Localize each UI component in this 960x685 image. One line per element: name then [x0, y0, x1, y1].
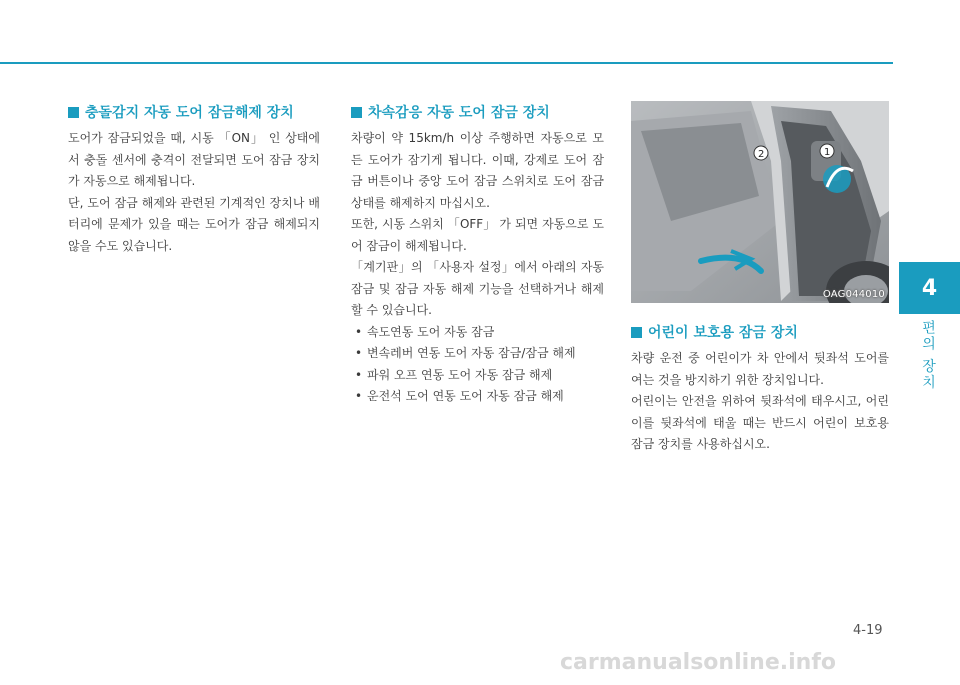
- paragraph: 어린이는 안전을 위하여 뒷좌석에 태우시고, 어린이를 뒷좌석에 태울 때는 반드시 어린이 보호용 잠금 장치를 사용하십시오.: [631, 394, 889, 451]
- paragraph: 도어가 잠금되었을 때, 시동 「ON」 인 상태에서 충돌 센서에 충격이 전달되면 도어 잠금 장치가 자동으로 해제됩니다.: [68, 131, 320, 188]
- section-heading: [631, 320, 889, 344]
- chapter-tab: 4: [899, 262, 960, 314]
- section-child-lock: [631, 100, 889, 456]
- figure-code: OAG044010: [822, 289, 885, 300]
- list-item: • 속도연동 도어 자동 잠금: [351, 322, 604, 344]
- square-bullet-icon: [631, 327, 642, 338]
- chapter-label: 편의 장치: [920, 320, 936, 391]
- paragraph: 「계기판」의 「사용자 설정」에서 아래의 자동 잠금 및 잠금 자동 해제 기능을 선택하거나 해제할 수 있습니다.: [351, 260, 604, 317]
- section-heading-text: 어린이 보호용 잠금 장치: [648, 325, 798, 341]
- paragraph: 단, 도어 잠금 해제와 관련된 기계적인 장치나 배터리에 문제가 있을 때는 도어가 잠금 해제되지 않을 수도 있습니다.: [68, 195, 320, 253]
- section-crash-unlock: [68, 100, 320, 257]
- list-item: • 운전석 도어 연동 도어 자동 잠금 해제: [351, 386, 604, 408]
- list-item: • 변속레버 연동 도어 자동 잠금/잠금 해제: [351, 343, 604, 365]
- square-bullet-icon: [68, 107, 79, 118]
- section-heading: [68, 100, 320, 124]
- page-number: 4-19: [853, 623, 883, 638]
- top-rule: [0, 62, 893, 64]
- list-item: • 파워 오프 연동 도어 자동 잠금 해제: [351, 365, 604, 387]
- section-heading-text: 충돌감지 자동 도어 잠금해제 장치: [85, 105, 294, 121]
- section-heading-text: 차속감응 자동 도어 잠금 장치: [368, 105, 550, 121]
- square-bullet-icon: [351, 107, 362, 118]
- paragraph: 차량 운전 중 어린이가 차 안에서 뒷좌석 도어를 여는 것을 방지하기 위한 장치입니다.: [631, 351, 889, 387]
- section-heading: [351, 100, 604, 124]
- callout-2: 2: [758, 149, 765, 160]
- callout-1: 1: [824, 147, 831, 158]
- bullet-list: [351, 322, 604, 408]
- section-speed-lock: [351, 100, 604, 408]
- paragraph: 차량이 약 15km/h 이상 주행하면 자동으로 모든 도어가 잠기게 됩니다. 이때, 강제로 도어 잠금 버튼이나 중앙 도어 잠금 스위치로 도어 잠금상태를 해제하지 마십시오.: [351, 131, 604, 210]
- paragraph: 또한, 시동 스위치 「OFF」 가 되면 자동으로 도어 잠금이 해제됩니다.: [351, 217, 604, 253]
- watermark: carmanualsonline.info: [560, 650, 836, 675]
